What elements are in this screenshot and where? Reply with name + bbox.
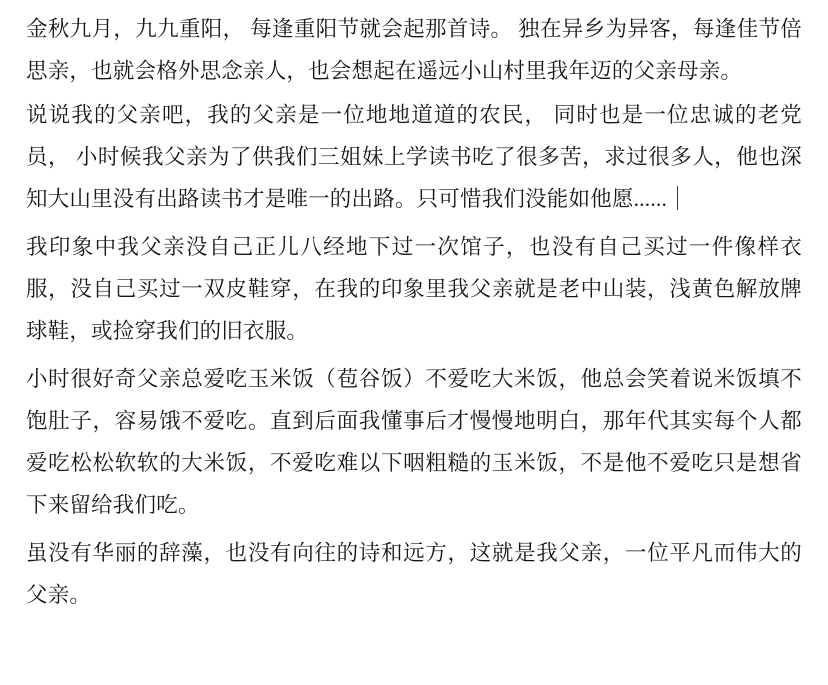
- paragraph-4: 小时很好奇父亲总爱吃玉米饭（苞谷饭）不爱吃大米饭，他总会笑着说米饭填不饱肚子，容易饿不爱吃。直到后面我懂事后才慢慢地明白，那年代其实每个人都爱吃松松软软的大米饭，不爱吃难以下咽粗糙的玉米饭，不是他不爱吃只是想省下来留给我们吃。: [26, 367, 802, 517]
- paragraph-2: [26, 94, 802, 220]
- text-cursor: [677, 186, 678, 210]
- paragraph-2-text: 说说我的父亲吧，我的父亲是一位地地道道的农民， 同时也是一位忠诚的老党员， 小时候我父亲为了供我们三姐妹上学读书吃了很多苦，求过很多人，他也深知大山里没有出路读书才是唯一的出路。只可惜我们没能如他愿......: [26, 103, 802, 211]
- paragraph-5: 虽没有华丽的辞藻，也没有向往的诗和远方，这就是我父亲，一位平凡而伟大的父亲。: [26, 541, 802, 607]
- paragraph-3: 我印象中我父亲没自己正儿八经地下过一次馆子，也没有自己买过一件像样衣服，没自己买过一双皮鞋穿，在我的印象里我父亲就是老中山装，浅黄色解放牌球鞋，或捡穿我们的旧衣服。: [26, 235, 802, 343]
- paragraph-1: 金秋九月，九九重阳， 每逢重阳节就会起那首诗。 独在异乡为异客，每逢佳节倍思亲，也就会格外思念亲人，也会想起在遥远小山村里我年迈的父亲母亲。: [26, 17, 802, 83]
